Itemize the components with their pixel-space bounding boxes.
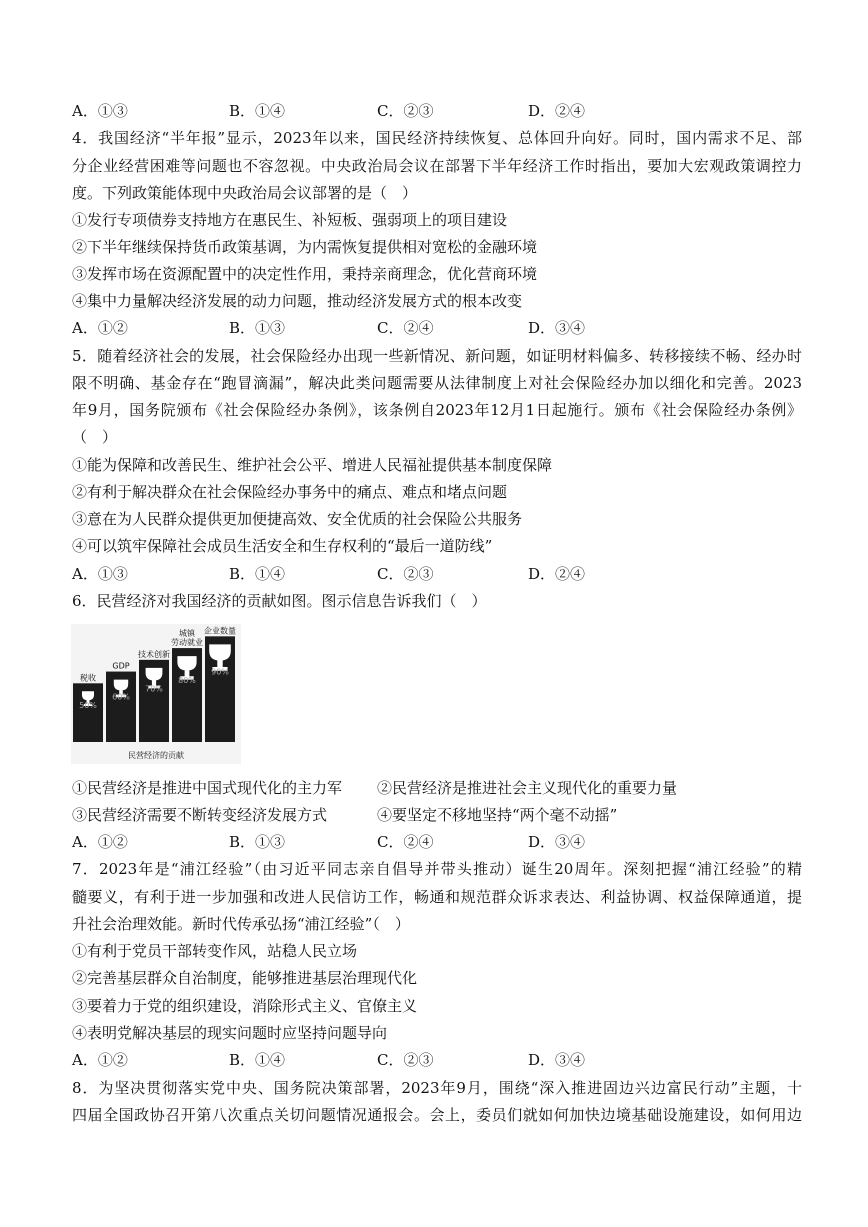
q8-stem-line: 8．为坚决贯彻落实党中央、国务院决策部署，2023年9月，围绕“深入推进固边兴边富民行动”主题，十 bbox=[72, 1079, 802, 1097]
option-d[interactable]: D．③④ bbox=[528, 319, 586, 337]
q7-stem-line: 髓要义，有利于进一步加强和改进人民信访工作，畅通和规范群众诉求表达、利益协调、权益保障通道，提 bbox=[72, 888, 802, 906]
option-d[interactable]: D．③④ bbox=[528, 833, 586, 851]
q5-item: ①能为保障和改善民生、维护社会公平、增进人民福祉提供基本制度保障 bbox=[72, 456, 553, 474]
q6-item: ②民营经济是推进社会主义现代化的重要力量 bbox=[377, 779, 678, 797]
chart-caption: 民营经济的贡献 bbox=[128, 751, 184, 760]
q4-stem-line: 分企业经营困难等问题也不容忽视。中央政治局会议在部署下半年经济工作时指出，要加大宏观政策调控力 bbox=[72, 157, 802, 175]
option-c[interactable]: C．②④ bbox=[377, 319, 434, 337]
q6-item: ①民营经济是推进中国式现代化的主力军 bbox=[72, 779, 343, 797]
q8-stem-line: 四届全国政协召开第八次重点关切问题情况通报会。会上，委员们就如何加快边境基础设施建设，如何用边 bbox=[72, 1106, 802, 1124]
option-c[interactable]: C．②③ bbox=[377, 565, 434, 583]
q7-stem-line: 升社会治理效能。新时代传承弘扬“浦江经验”（ ） bbox=[72, 915, 410, 933]
q4-item: ③发挥市场在资源配置中的决定性作用，秉持亲商理念，优化营商环境 bbox=[72, 265, 538, 283]
option-b[interactable]: B．①④ bbox=[229, 565, 286, 583]
q4-stem-line: 度。下列政策能体现中央政治局会议部署的是（ ） bbox=[72, 184, 418, 202]
q5-item: ④可以筑牢保障社会成员生活安全和生存权利的“最后一道防线” bbox=[72, 537, 493, 555]
bar-value-label: 80% bbox=[178, 675, 196, 685]
bar-category-label: GDP bbox=[112, 661, 130, 671]
option-b[interactable]: B．①④ bbox=[229, 1051, 286, 1069]
q4-stem-line: 4．我国经济“半年报”显示，2023年以来，国民经济持续恢复、总体回升向好。同时，国内需求不足、部 bbox=[72, 129, 802, 147]
option-c[interactable]: C．②④ bbox=[377, 833, 434, 851]
option-a[interactable]: A．①③ bbox=[72, 565, 128, 583]
option-d[interactable]: D．②④ bbox=[528, 102, 586, 120]
option-b[interactable]: B．①④ bbox=[229, 102, 286, 120]
bar-category-label: 技术创新 bbox=[138, 649, 170, 659]
option-a[interactable]: A．①③ bbox=[72, 102, 128, 120]
q5-item: ③意在为人民群众提供更加便捷高效、安全优质的社会保险公共服务 bbox=[72, 510, 523, 528]
q5-stem-line: （ ） bbox=[72, 428, 118, 446]
q7-item: ④表明党解决基层的现实问题时应坚持问题导向 bbox=[72, 1024, 388, 1042]
option-b[interactable]: B．①③ bbox=[229, 833, 286, 851]
q6-item: ④要坚定不移地坚持“两个毫不动摇” bbox=[377, 806, 618, 824]
bar-value-label: 70% bbox=[145, 684, 163, 694]
q5-stem-line: 5．随着经济社会的发展，社会保险经办出现一些新情况、新问题，如证明材料偏多、转移接续不畅、经办时 bbox=[72, 347, 802, 365]
q7-stem-line: 7．2023年是“浦江经验”（由习近平同志亲自倡导并带头推动）诞生20周年。深刻把握“浦江经验”的精 bbox=[72, 860, 802, 878]
bar-value-label: 60% bbox=[112, 692, 130, 702]
option-a[interactable]: A．①② bbox=[72, 1051, 128, 1069]
q5-item: ②有利于解决群众在社会保险经办事务中的痛点、难点和堵点问题 bbox=[72, 483, 508, 501]
q6-item: ③民营经济需要不断转变经济发展方式 bbox=[72, 806, 328, 824]
bar-value-label: 90% bbox=[211, 667, 229, 677]
bar-category-label: 企业数量 bbox=[204, 626, 236, 636]
option-b[interactable]: B．①③ bbox=[229, 319, 286, 337]
option-a[interactable]: A．①② bbox=[72, 833, 128, 851]
bar-category-label: 劳动就业 bbox=[171, 638, 203, 648]
bar-category-label: 税收 bbox=[80, 673, 96, 683]
q7-item: ①有利于党员干部转变作风，站稳人民立场 bbox=[72, 942, 358, 960]
q7-item: ②完善基层群众自治制度，能够推进基层治理现代化 bbox=[72, 969, 418, 987]
option-c[interactable]: C．②③ bbox=[377, 1051, 434, 1069]
bar-category-label: 城镇 bbox=[179, 629, 195, 639]
q5-stem-line: 限不明确、基金存在“跑冒滴漏”，解决此类问题需要从法律制度上对社会保险经办加以细化和完善。2023 bbox=[72, 374, 802, 392]
q5-stem-line: 年9月，国务院颁布《社会保险经办条例》，该条例自2023年12月1日起施行。颁布《社会保险经办条例》 bbox=[72, 401, 802, 419]
option-d[interactable]: D．③④ bbox=[528, 1051, 586, 1069]
contribution-bar-chart bbox=[71, 624, 241, 764]
q6-stem: 6．民营经济对我国经济的贡献如图。图示信息告诉我们（ ） bbox=[72, 592, 487, 610]
option-c[interactable]: C．②③ bbox=[377, 102, 434, 120]
option-a[interactable]: A．①② bbox=[72, 319, 128, 337]
option-d[interactable]: D．②④ bbox=[528, 565, 586, 583]
q4-item: ①发行专项债券支持地方在惠民生、补短板、强弱项上的项目建设 bbox=[72, 211, 508, 229]
q7-item: ③要着力于党的组织建设，消除形式主义、官僚主义 bbox=[72, 997, 418, 1015]
q4-item: ④集中力量解决经济发展的动力问题，推动经济发展方式的根本改变 bbox=[72, 292, 523, 310]
q4-item: ②下半年继续保持货币政策基调，为内需恢复提供相对宽松的金融环境 bbox=[72, 238, 538, 256]
bar-value-label: 50% bbox=[79, 701, 97, 711]
